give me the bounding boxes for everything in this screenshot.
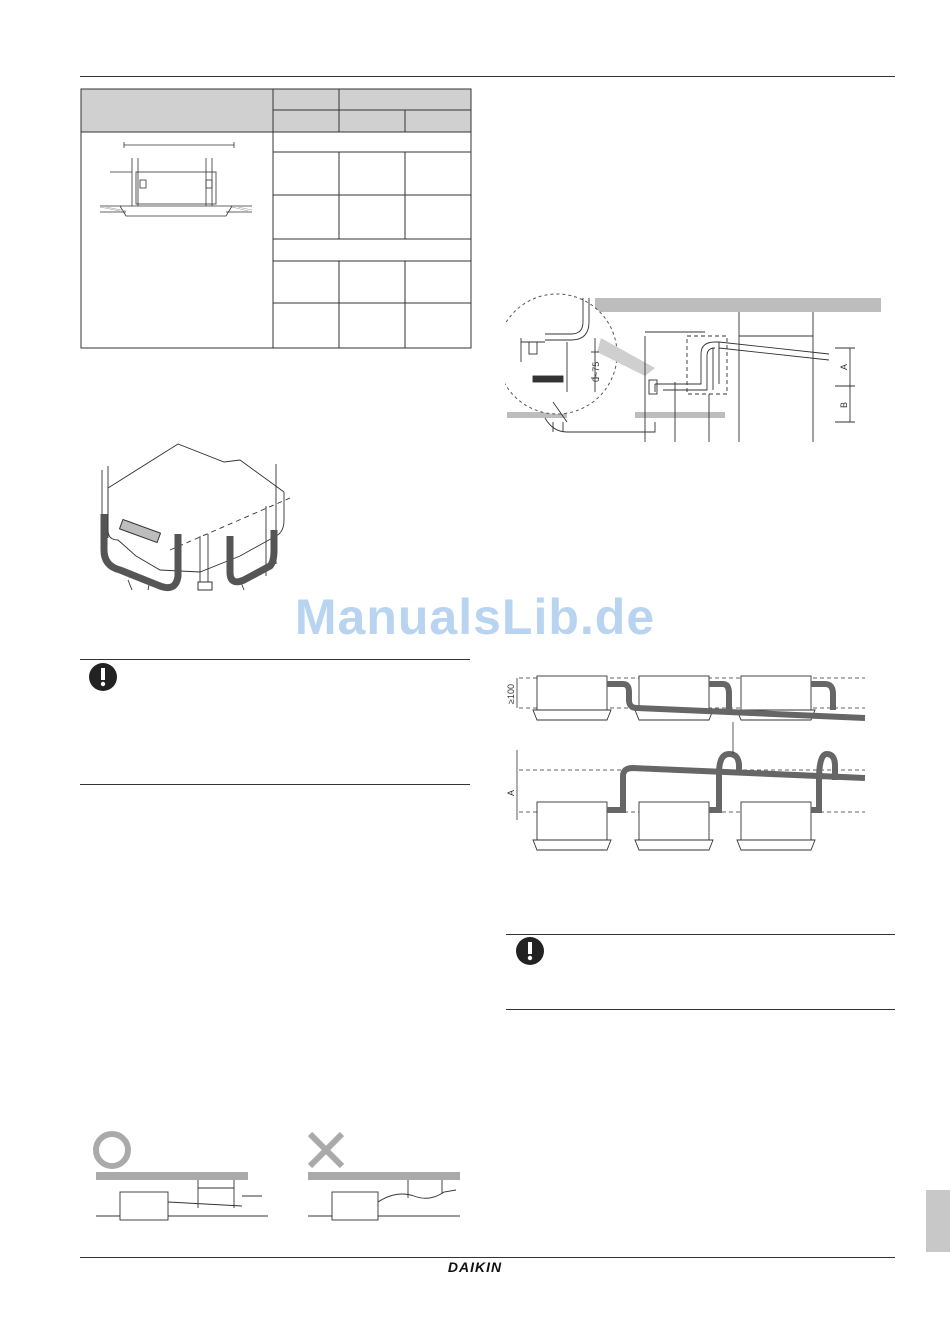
incorrect-mark-icon <box>310 1134 342 1166</box>
label-plate <box>119 519 160 542</box>
header-rule <box>80 76 895 77</box>
caution-icon <box>515 936 545 966</box>
svg-text:0~75: 0~75 <box>591 361 601 382</box>
unit-cross-section-sketch <box>100 142 252 216</box>
watermark: ManualsLib.de <box>294 589 656 645</box>
caution-right-top-rule <box>506 934 895 935</box>
svg-text:A: A <box>506 789 516 796</box>
correct-installation-diagram <box>92 1128 272 1228</box>
svg-text:A: A <box>839 363 849 370</box>
correct-mark-icon <box>96 1134 128 1166</box>
drain-hose-left <box>104 514 178 588</box>
svg-text:≥100: ≥100 <box>506 684 516 704</box>
dimension-table <box>80 88 472 350</box>
drain-hose-right <box>230 530 274 582</box>
ceiling-slab <box>595 298 881 312</box>
unit-isometric-drain-diagram <box>90 440 310 600</box>
caution-bottom-rule <box>80 784 470 785</box>
caution-icon <box>88 662 118 692</box>
svg-text:B: B <box>839 401 849 408</box>
drain-pipe-slope-diagram <box>505 292 885 442</box>
multiple-units-drain-layout <box>505 670 870 860</box>
detail-zoom-circle <box>505 294 617 414</box>
incorrect-installation-diagram <box>304 1128 464 1228</box>
brand-logo: DAIKIN <box>447 1259 503 1275</box>
chapter-side-tab <box>926 1190 950 1252</box>
footer-rule <box>80 1257 895 1258</box>
caution-top-rule <box>80 659 470 660</box>
caution-right-bottom-rule <box>506 1009 895 1010</box>
